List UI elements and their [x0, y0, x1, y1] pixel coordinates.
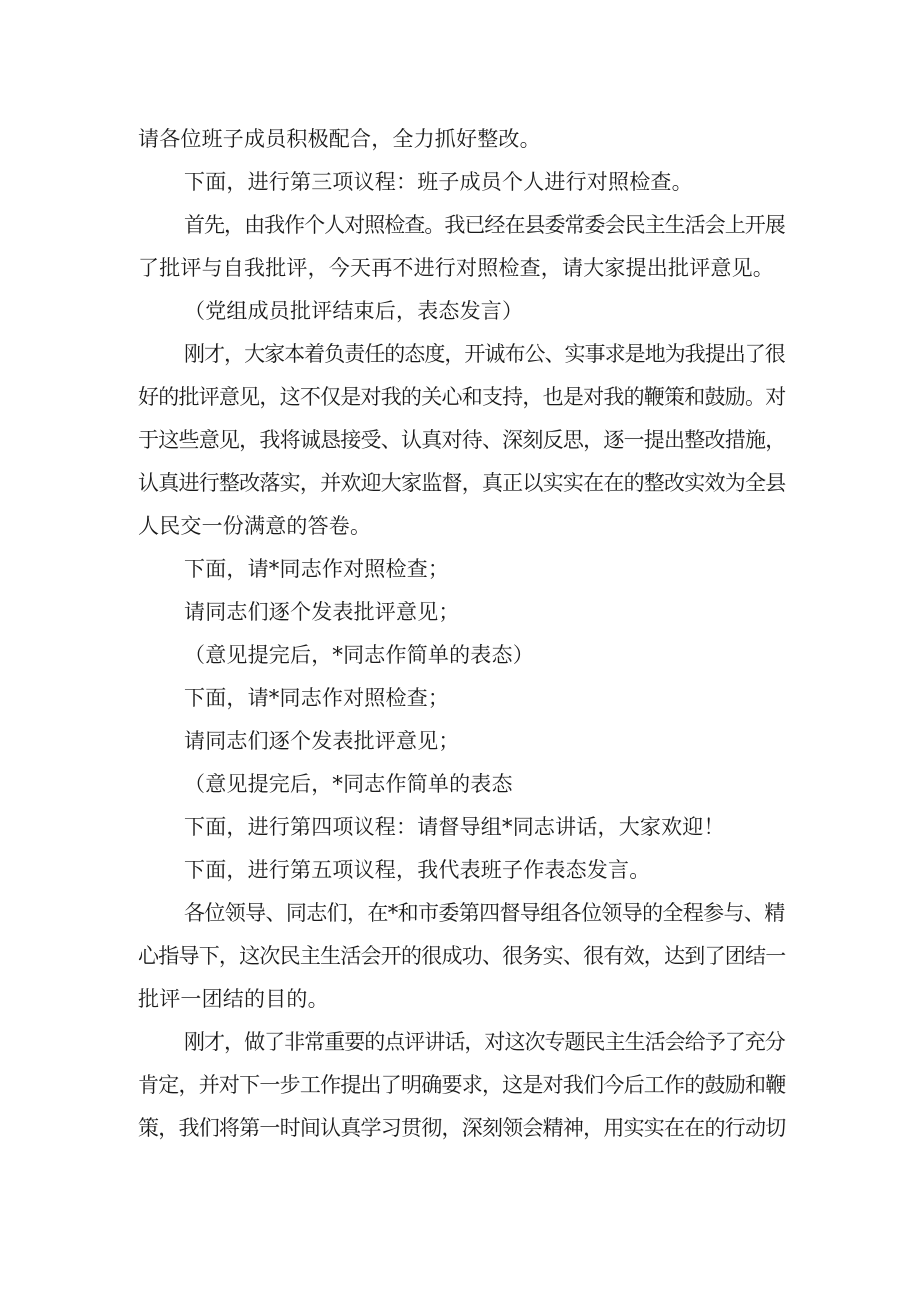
text-line: 请同志们逐个发表批评意见； [184, 729, 460, 753]
text-line: 于这些意见，我将诚恳接受、认真对待、深刻反思，逐一提出整改措施， [138, 428, 786, 452]
text-line: 请同志们逐个发表批评意见； [184, 600, 460, 624]
text-line: 下面，进行第五项议程，我代表班子作表态发言。 [184, 858, 651, 882]
text-line: 肯定，并对下一步工作提出了明确要求，这是对我们今后工作的鼓励和鞭 [138, 1073, 786, 1097]
text-line: 下面，进行第四项议程：请督导组*同志讲话，大家欢迎！ [184, 815, 725, 839]
text-line: 下面，进行第三项议程：班子成员个人进行对照检查。 [184, 170, 693, 194]
text-line: 请各位班子成员积极配合，全力抓好整改。 [138, 127, 541, 151]
text-line: 心指导下，这次民主生活会开的很成功、很务实、很有效，达到了团结一 [138, 944, 786, 968]
text-line: 下面，请*同志作对照检查； [184, 557, 450, 581]
text-line: 刚才，大家本着负责任的态度，开诚布公、实事求是地为我提出了很 [184, 342, 785, 366]
text-line: 好的批评意见，这不仅是对我的关心和支持，也是对我的鞭策和鼓励。对 [138, 385, 786, 409]
text-line: 各位领导、同志们，在*和市委第四督导组各位领导的全程参与、精 [184, 901, 785, 925]
text-line: 了批评与自我批评，今天再不进行对照检查，请大家提出批评意见。 [138, 256, 774, 280]
text-line: （意见提完后，*同志作简单的表态 [184, 772, 513, 796]
text-line: 首先，由我作个人对照检查。我已经在县委常委会民主生活会上开展 [184, 213, 785, 237]
text-line: （党组成员批评结束后，表态发言） [184, 299, 524, 323]
text-line: 刚才，做了非常重要的点评讲话，对这次专题民主生活会给予了充分 [184, 1030, 785, 1054]
text-line: 下面，请*同志作对照检查； [184, 686, 450, 710]
text-line: 认真进行整改落实，并欢迎大家监督，真正以实实在在的整改实效为全县 [138, 471, 786, 495]
text-line: 策，我们将第一时间认真学习贯彻，深刻领会精神，用实实在在的行动切 [138, 1116, 786, 1140]
text-line: 批评一团结的目的。 [138, 987, 329, 1011]
text-line: 人民交一份满意的答卷。 [138, 514, 372, 538]
text-line: （意见提完后，*同志作简单的表态） [184, 643, 534, 667]
